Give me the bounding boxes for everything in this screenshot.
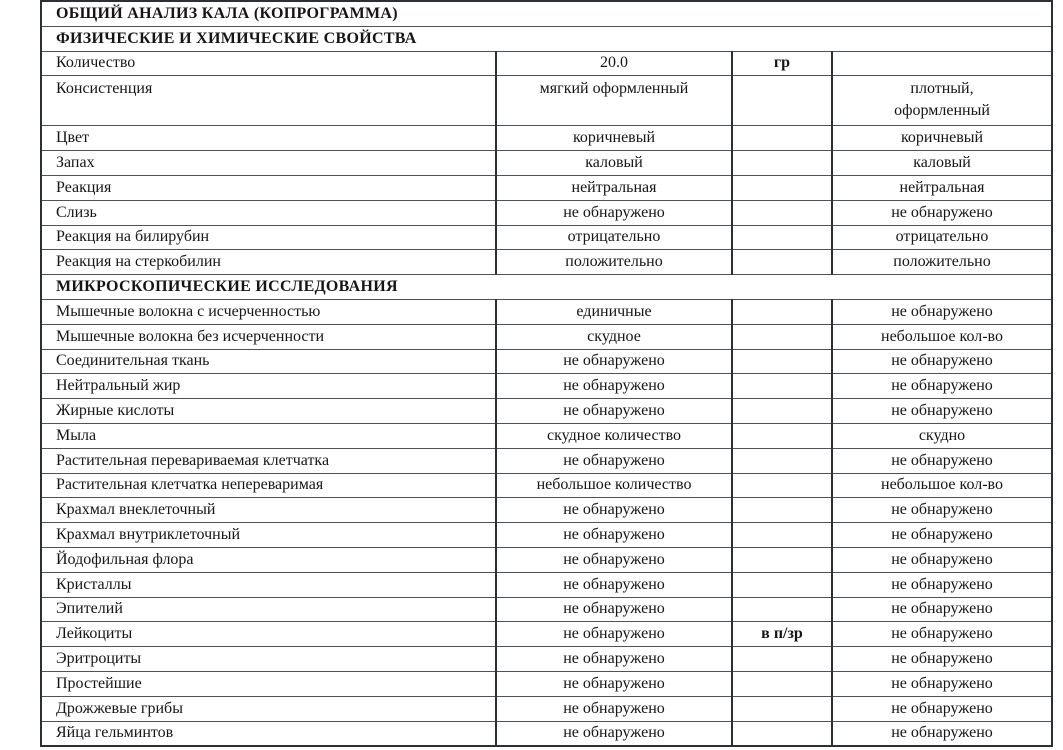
- param-norm: не обнаружено: [832, 498, 1052, 523]
- param-unit: [732, 76, 832, 126]
- param-value: скудное: [496, 324, 732, 349]
- table-row: [41, 473, 1052, 498]
- param-unit: [732, 696, 832, 721]
- table-row: [41, 225, 1052, 250]
- param-value: не обнаружено: [496, 547, 732, 572]
- param-norm: не обнаружено: [832, 349, 1052, 374]
- param-unit: гр: [732, 51, 832, 76]
- param-value: 20.0: [496, 51, 732, 76]
- param-value: положительно: [496, 250, 732, 275]
- param-unit: [732, 200, 832, 225]
- table-row: [41, 671, 1052, 696]
- param-name: Крахмал внеклеточный: [41, 498, 496, 523]
- param-name: Мышечные волокна с исчерченностью: [41, 299, 496, 324]
- param-name: Эритроциты: [41, 647, 496, 672]
- param-unit: [732, 324, 832, 349]
- param-unit: [732, 647, 832, 672]
- table-row: [41, 597, 1052, 622]
- param-name: Мышечные волокна без исчерченности: [41, 324, 496, 349]
- param-norm: не обнаружено: [832, 721, 1052, 746]
- param-norm: не обнаружено: [832, 597, 1052, 622]
- param-value: не обнаружено: [496, 349, 732, 374]
- param-name: Кристаллы: [41, 572, 496, 597]
- param-norm: не обнаружено: [832, 448, 1052, 473]
- param-unit: [732, 374, 832, 399]
- param-value: не обнаружено: [496, 671, 732, 696]
- param-unit: [732, 423, 832, 448]
- param-norm: скудно: [832, 423, 1052, 448]
- param-value: коричневый: [496, 126, 732, 151]
- param-value: не обнаружено: [496, 374, 732, 399]
- param-name: Мыла: [41, 423, 496, 448]
- param-name: Эпителий: [41, 597, 496, 622]
- param-value: не обнаружено: [496, 448, 732, 473]
- param-unit: [732, 473, 832, 498]
- table-row: [41, 126, 1052, 151]
- param-norm: не обнаружено: [832, 523, 1052, 548]
- param-unit: [732, 151, 832, 176]
- param-name: Растительная перевариваемая клетчатка: [41, 448, 496, 473]
- param-name: Простейшие: [41, 671, 496, 696]
- param-name: Реакция на билирубин: [41, 225, 496, 250]
- table-row: [41, 399, 1052, 424]
- section-title-physical: ФИЗИЧЕСКИЕ И ХИМИЧЕСКИЕ СВОЙСТВА: [41, 26, 1052, 51]
- param-norm: [832, 51, 1052, 76]
- param-norm: коричневый: [832, 126, 1052, 151]
- param-norm: не обнаружено: [832, 547, 1052, 572]
- param-unit: [732, 250, 832, 275]
- param-norm-line-2: оформленный: [894, 102, 990, 120]
- param-norm: не обнаружено: [832, 696, 1052, 721]
- table-row-quantity: [41, 51, 1052, 76]
- param-norm: не обнаружено: [832, 572, 1052, 597]
- table-row: [41, 647, 1052, 672]
- table-row: [41, 299, 1052, 324]
- coprogram-table: [40, 0, 1053, 747]
- param-name: Нейтральный жир: [41, 374, 496, 399]
- param-unit: [732, 721, 832, 746]
- param-name: Лейкоциты: [41, 622, 496, 647]
- param-unit: [732, 547, 832, 572]
- param-value: нейтральная: [496, 175, 732, 200]
- param-norm: не обнаружено: [832, 200, 1052, 225]
- table-row: [41, 448, 1052, 473]
- param-norm: небольшое кол-во: [832, 473, 1052, 498]
- table-row: [41, 523, 1052, 548]
- report-title-row: [41, 1, 1052, 26]
- param-unit: [732, 597, 832, 622]
- param-unit: [732, 299, 832, 324]
- param-norm: не обнаружено: [832, 622, 1052, 647]
- table-row: [41, 498, 1052, 523]
- section-header-micro: [41, 275, 1052, 300]
- table-row: [41, 250, 1052, 275]
- table-row-consistency: [41, 76, 1052, 126]
- param-value: отрицательно: [496, 225, 732, 250]
- param-unit: [732, 399, 832, 424]
- param-unit: [732, 523, 832, 548]
- param-norm: не обнаружено: [832, 399, 1052, 424]
- param-name: Слизь: [41, 200, 496, 225]
- param-norm: не обнаружено: [832, 374, 1052, 399]
- param-value: не обнаружено: [496, 523, 732, 548]
- param-norm: не обнаружено: [832, 671, 1052, 696]
- table-row: [41, 423, 1052, 448]
- param-norm: нейтральная: [832, 175, 1052, 200]
- table-row: [41, 572, 1052, 597]
- param-name: Реакция: [41, 175, 496, 200]
- param-name: Крахмал внутриклеточный: [41, 523, 496, 548]
- table-row: [41, 622, 1052, 647]
- param-norm: отрицательно: [832, 225, 1052, 250]
- param-value: не обнаружено: [496, 721, 732, 746]
- param-unit: [732, 498, 832, 523]
- param-unit: [732, 175, 832, 200]
- param-norm: каловый: [832, 151, 1052, 176]
- param-value: мягкий оформленный: [496, 76, 732, 126]
- param-value: не обнаружено: [496, 622, 732, 647]
- param-name: Соединительная ткань: [41, 349, 496, 374]
- table-row: [41, 175, 1052, 200]
- param-unit: [732, 671, 832, 696]
- param-value: не обнаружено: [496, 498, 732, 523]
- param-name: Растительная клетчатка непереваримая: [41, 473, 496, 498]
- param-value: не обнаружено: [496, 399, 732, 424]
- table-row: [41, 349, 1052, 374]
- param-value: не обнаружено: [496, 696, 732, 721]
- param-norm: [832, 76, 1052, 126]
- param-name: Жирные кислоты: [41, 399, 496, 424]
- param-unit: [732, 126, 832, 151]
- table-row: [41, 721, 1052, 746]
- table-row: [41, 547, 1052, 572]
- param-name: Запах: [41, 151, 496, 176]
- table-row: [41, 696, 1052, 721]
- param-name: Яйца гельминтов: [41, 721, 496, 746]
- param-name: Консистенция: [41, 76, 496, 126]
- table-row: [41, 324, 1052, 349]
- param-value: небольшое количество: [496, 473, 732, 498]
- param-value: каловый: [496, 151, 732, 176]
- param-unit: [732, 349, 832, 374]
- param-unit: [732, 225, 832, 250]
- param-value: не обнаружено: [496, 200, 732, 225]
- param-unit: [732, 448, 832, 473]
- param-norm: не обнаружено: [832, 299, 1052, 324]
- param-value: скудное количество: [496, 423, 732, 448]
- param-value: не обнаружено: [496, 647, 732, 672]
- param-name: Цвет: [41, 126, 496, 151]
- param-unit: в п/зр: [732, 622, 832, 647]
- section-title-micro: МИКРОСКОПИЧЕСКИЕ ИССЛЕДОВАНИЯ: [41, 275, 1052, 300]
- param-norm: небольшое кол-во: [832, 324, 1052, 349]
- table-row: [41, 200, 1052, 225]
- param-name: Количество: [41, 51, 496, 76]
- param-value: единичные: [496, 299, 732, 324]
- param-name: Йодофильная флора: [41, 547, 496, 572]
- table-row: [41, 374, 1052, 399]
- report-title: ОБЩИЙ АНАЛИЗ КАЛА (КОПРОГРАММА): [41, 1, 1052, 26]
- param-name: Дрожжевые грибы: [41, 696, 496, 721]
- param-unit: [732, 572, 832, 597]
- param-norm: положительно: [832, 250, 1052, 275]
- param-value: не обнаружено: [496, 597, 732, 622]
- param-norm-line-1: плотный,: [910, 80, 974, 98]
- param-value: не обнаружено: [496, 572, 732, 597]
- param-norm: не обнаружено: [832, 647, 1052, 672]
- section-header-physical: [41, 26, 1052, 51]
- table-row: [41, 151, 1052, 176]
- param-name: Реакция на стеркобилин: [41, 250, 496, 275]
